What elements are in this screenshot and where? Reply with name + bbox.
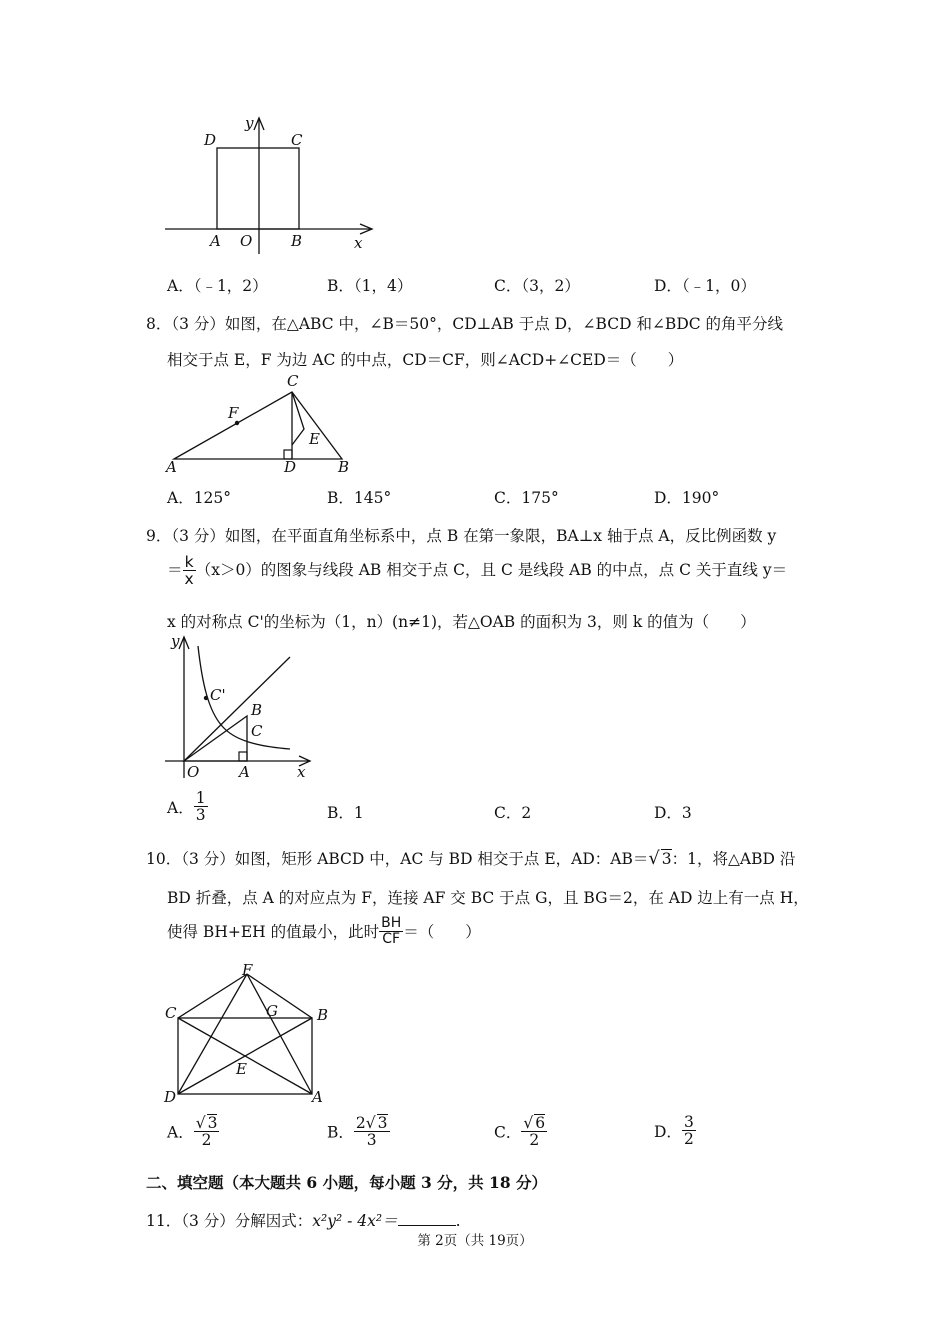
q9-option-c: C．2 — [494, 804, 532, 822]
q10-option-a-radicand: 3 — [207, 1114, 218, 1132]
q8-option-c: C．175° — [494, 489, 559, 507]
q9-text-line1: 9．（3 分）如图，在平面直角坐标系中，点 B 在第一象限，BA⊥x 轴于点 A，反比例函数 y — [146, 527, 777, 545]
q10-line1-pre: 10．（3 分）如图，矩形 ABCD 中，AC 与 BD 相交于点 E，AD：AB＝ — [146, 850, 649, 868]
fig7-label-x: x — [354, 234, 363, 252]
fig7-label-b: B — [291, 232, 303, 250]
q10-option-c-label: C． — [494, 1123, 522, 1142]
fig8-label-c: C — [287, 372, 299, 390]
q10-option-d-fraction — [682, 1114, 696, 1148]
q11-prefix: 11．（3 分）分解因式： — [146, 1212, 313, 1230]
q10-option-b-num — [354, 1114, 390, 1132]
q10-option-c-fraction — [521, 1114, 547, 1149]
fig8-label-a: A — [166, 458, 177, 476]
fig8-label-f: F — [228, 404, 239, 422]
fig10-label-a: A — [312, 1088, 323, 1106]
fig8-label-e: E — [309, 430, 320, 448]
fig10-label-d: D — [164, 1088, 177, 1106]
q8-text-line2: 相交于点 E，F 为边 AC 的中点，CD＝CF，则∠ACD+∠CED＝（ ） — [167, 351, 684, 369]
q9-option-d: D．3 — [654, 804, 692, 822]
q10-option-c — [494, 1114, 547, 1149]
q9-frac-num: k — [183, 554, 196, 571]
q10-option-d-den: 2 — [683, 1130, 694, 1149]
fig7-label-d: D — [204, 131, 217, 149]
fig9-label-o: O — [187, 763, 200, 781]
q10-option-a-num — [194, 1114, 220, 1132]
q11-text — [146, 1209, 461, 1231]
fig9-label-a: A — [239, 763, 250, 781]
q9-option-a-den: 3 — [195, 806, 206, 825]
fig10-label-f: F — [242, 962, 253, 979]
q7-option-d: D．（﹣1，0） — [654, 277, 756, 295]
q8-option-a: A．125° — [167, 489, 232, 507]
fig10-label-g: G — [266, 1002, 278, 1020]
q11-answer-blank[interactable] — [398, 1211, 456, 1226]
q10-line3-pre: 使得 BH+EH 的值最小，此时 — [167, 923, 380, 942]
figure-q10-rectangle-fold — [160, 962, 350, 1110]
q9-text-line2 — [167, 554, 787, 588]
q10-option-b-label: B． — [327, 1123, 354, 1142]
fig8-label-d: D — [284, 458, 297, 476]
page-footer: 第 2页（共 19页） — [417, 1233, 533, 1249]
q9-option-a — [167, 790, 208, 824]
q9-fraction-k-over-x — [183, 554, 196, 588]
q10-option-a — [167, 1114, 219, 1149]
q10-frac-den: CF — [382, 930, 401, 947]
fig9-label-y: y — [171, 632, 180, 650]
q9-option-a-label: A． — [167, 798, 194, 817]
section-heading-fill-in: 二、填空题（本大题共 6 小题，每小题 3 分，共 18 分） — [146, 1173, 548, 1192]
fig10-label-e: E — [236, 1060, 247, 1078]
fig9-label-c-prime: C' — [210, 686, 226, 704]
figure-q7-square — [160, 112, 380, 257]
fig9-label-x: x — [297, 763, 306, 781]
fig7-label-a: A — [210, 232, 221, 250]
q8-option-d: D．190° — [654, 489, 720, 507]
q10-frac-num: BH — [381, 915, 402, 931]
q10-option-a-label: A． — [167, 1123, 194, 1142]
q10-option-c-den: 2 — [529, 1131, 540, 1150]
q10-option-c-radicand: 6 — [535, 1114, 546, 1132]
fig7-label-c: C — [291, 131, 303, 149]
q10-option-d-num: 3 — [683, 1113, 694, 1131]
figure-q8-triangle — [160, 372, 370, 477]
q7-option-b: B．（1，4） — [327, 277, 413, 295]
q9-text-line3: x 的对称点 C'的坐标为（1，n）(n≠1)，若△OAB 的面积为 3，则 k 的值为（ ） — [167, 613, 756, 631]
q10-line1-radicand: 3 — [661, 850, 672, 868]
q10-option-a-den: 2 — [201, 1131, 212, 1150]
sqrt-symbol: √ — [365, 1114, 376, 1132]
q9-line2-post: （x＞0）的图象与线段 AB 相交于点 C，且 C 是线段 AB 的中点，点 C 关于直线 y＝ — [195, 560, 788, 579]
q10-line3-post: ＝（ ） — [403, 923, 481, 942]
q10-text-line3 — [167, 916, 481, 946]
fig10-label-b: B — [317, 1006, 329, 1024]
fig8-label-b: B — [338, 458, 350, 476]
q10-option-b-fraction — [354, 1114, 390, 1149]
q10-line1-post: ：1，将△ABD 沿 — [671, 850, 796, 868]
sqrt-symbol: √ — [648, 848, 660, 869]
q10-option-d-label: D． — [654, 1122, 682, 1141]
fig7-label-o: O — [240, 232, 253, 250]
fig10-label-c: C — [165, 1004, 177, 1022]
q9-frac-den: x — [184, 570, 194, 589]
figure-q9-coordinate-plot — [160, 632, 320, 784]
q10-option-b-radicand: 3 — [377, 1114, 388, 1132]
q11-expression: x²y² - 4x²＝ — [312, 1212, 398, 1230]
fig7-label-y: y — [245, 114, 254, 132]
q10-text-line2: BD 折叠，点 A 的对应点为 F，连接 AF 交 BC 于点 G，且 BG＝2，在 AD 边上有一点 H， — [167, 889, 809, 907]
q9-option-a-fraction — [194, 790, 208, 824]
q9-line2-pre: ＝ — [167, 560, 183, 579]
sqrt-symbol: √ — [195, 1114, 206, 1132]
q10-option-b-den: 3 — [366, 1131, 377, 1150]
q10-fraction-bh-over-cf — [379, 916, 403, 946]
q10-text-line1 — [146, 847, 795, 869]
q7-option-c: C．（3，2） — [494, 277, 580, 295]
q8-text-line1: 8．（3 分）如图，在△ABC 中，∠B＝50°，CD⊥AB 于点 D，∠BCD 和∠BDC 的角平分线 — [146, 315, 784, 333]
q9-option-a-num: 1 — [195, 789, 206, 807]
q10-option-a-fraction — [194, 1114, 220, 1149]
q10-option-b-coef: 2 — [355, 1114, 366, 1132]
q7-option-a: A．（﹣1，2） — [167, 277, 268, 295]
q10-option-c-num — [521, 1114, 547, 1132]
q10-option-d — [654, 1114, 696, 1148]
fig9-label-b: B — [251, 701, 263, 719]
q8-option-b: B．145° — [327, 489, 392, 507]
sqrt-symbol: √ — [523, 1114, 534, 1132]
q11-suffix: . — [455, 1212, 461, 1230]
q9-option-b: B．1 — [327, 804, 364, 822]
q10-option-b — [327, 1114, 390, 1149]
fig9-label-c: C — [251, 722, 263, 740]
